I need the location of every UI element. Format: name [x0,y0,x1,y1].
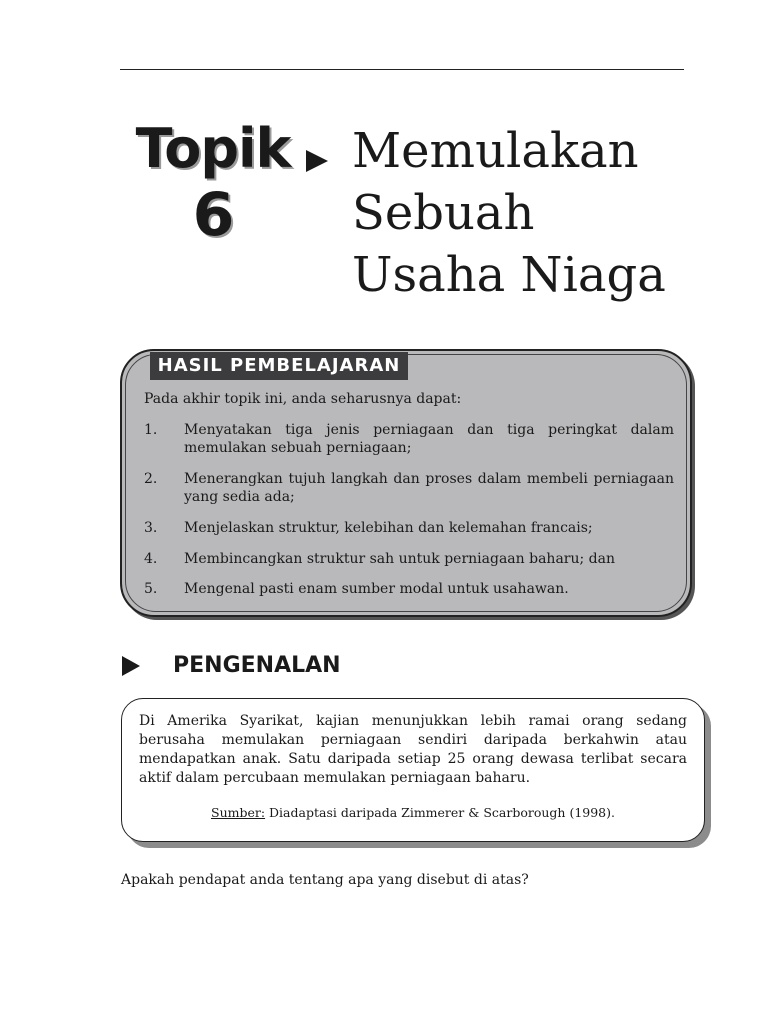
topic-number: 6 [192,180,234,250]
outcome-number: 2. [144,471,158,487]
outcome-item [144,421,674,457]
quote-source [139,804,687,822]
top-rule [120,69,684,70]
outcome-number: 5. [144,581,158,597]
source-label: Sumber: [211,805,266,820]
chapter-title-line-2: Sebuah [352,185,535,241]
outcome-item [144,470,674,506]
title-arrow-icon [306,150,328,172]
quote-text: Di Amerika Syarikat, kajian menunjukkan lebih ramai orang sedang berusaha memulakan perniagaan sendiri daripada berkahwin atau mendapatkan anak. Satu daripada setiap 25 orang dewasa terlibat secara aktif dalam percubaan memulakan perniagaan baharu. [139,713,687,786]
section-heading-introduction: PENGENALAN [173,653,341,678]
outcome-item [144,550,674,568]
outcome-text: Menerangkan tujuh langkah dan proses dalam membeli perniagaan yang sedia ada; [184,471,674,505]
chapter-title [352,120,732,306]
outcome-text: Mengenal pasti enam sumber modal untuk usahawan. [184,581,569,597]
outcome-item [144,580,674,598]
topic-label [118,118,308,250]
outcome-number: 4. [144,551,158,567]
outcome-text: Membincangkan struktur sah untuk perniagaan baharu; dan [184,551,615,567]
outcome-number: 3. [144,520,158,536]
outcome-text: Menjelaskan struktur, kelebihan dan kelemahan francais; [184,520,593,536]
outcome-text: Menyatakan tiga jenis perniagaan dan tiga peringkat dalam memulakan sebuah perniagaan; [184,422,674,456]
section-arrow-icon [122,656,140,676]
learning-outcomes-intro: Pada akhir topik ini, anda seharusnya dapat: [144,391,462,407]
outcome-number: 1. [144,422,158,438]
learning-outcomes-heading: HASIL PEMBELAJARAN [150,352,408,380]
chapter-title-line-3: Usaha Niaga [352,247,666,303]
chapter-title-line-1: Memulakan [352,123,639,179]
source-text: Diadaptasi daripada Zimmerer & Scarborough (1998). [265,805,615,820]
reflection-question: Apakah pendapat anda tentang apa yang disebut di atas? [121,872,529,888]
topic-word: Topik [135,117,291,180]
outcome-item [144,519,674,537]
